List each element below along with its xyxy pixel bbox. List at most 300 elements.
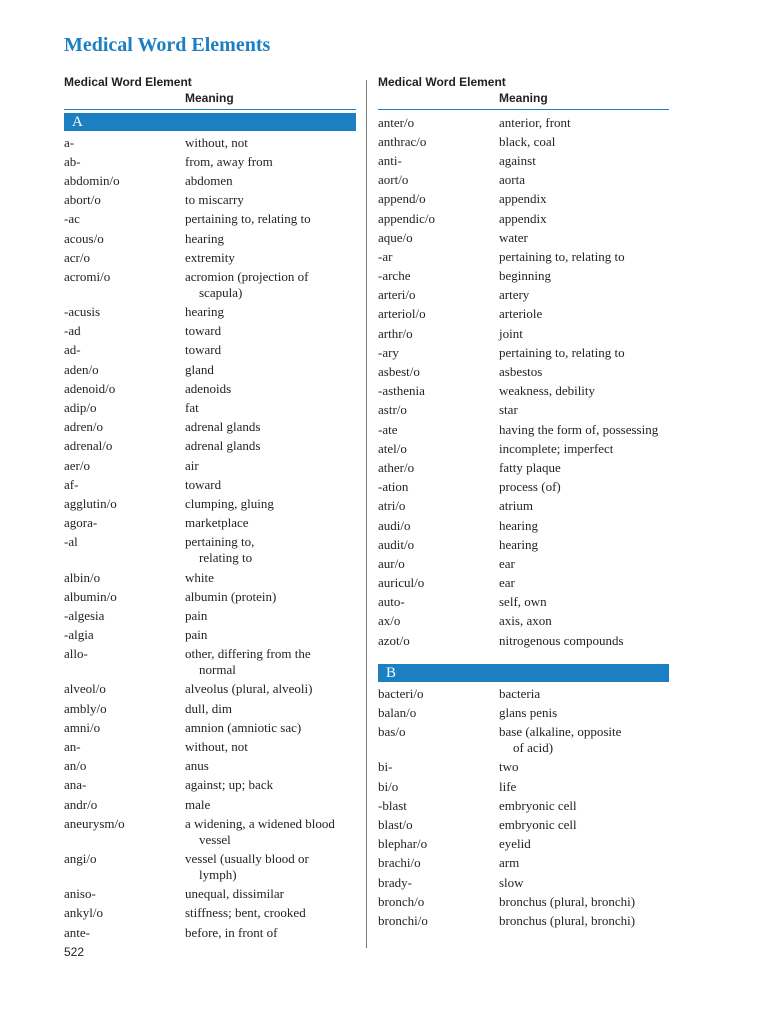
word-element: alveol/o: [64, 681, 106, 697]
term-row: [64, 248, 356, 267]
meaning-text: gland: [185, 361, 214, 377]
term-row: [378, 478, 669, 497]
right-column: [378, 72, 669, 931]
meaning-text: extremity: [185, 249, 235, 265]
word-element: a-: [64, 134, 75, 150]
meaning: [185, 570, 356, 586]
meaning: [185, 627, 356, 643]
term-row: [64, 885, 356, 904]
term-row: [378, 703, 669, 722]
word-element: abort/o: [64, 192, 101, 208]
word-element: brachi/o: [378, 855, 421, 871]
meaning: [499, 441, 669, 457]
meaning: [499, 855, 669, 871]
word-element: -arche: [378, 268, 411, 284]
meaning-text: ear: [499, 555, 515, 571]
word-element: amni/o: [64, 719, 101, 735]
word-element: ax/o: [378, 613, 401, 629]
word-element: astr/o: [378, 402, 407, 418]
meaning-text: aorta: [499, 172, 525, 188]
header-rule: [378, 109, 669, 110]
term-row: [64, 814, 356, 849]
term-row: [378, 267, 669, 286]
term-row: [64, 475, 356, 494]
meaning-text: bacteria: [499, 685, 541, 701]
term-row: [64, 626, 356, 645]
meaning-text: pertaining to, relating to: [499, 248, 625, 264]
word-element: acous/o: [64, 230, 104, 246]
meaning-text: joint: [499, 325, 523, 341]
meaning: [499, 575, 669, 591]
meaning: [185, 816, 356, 848]
column-divider: [366, 80, 367, 948]
meaning: [499, 153, 669, 169]
meaning-continuation: of acid): [513, 740, 554, 756]
meaning: [499, 686, 669, 702]
word-element: angi/o: [64, 850, 97, 866]
meaning-text: weakness, debility: [499, 383, 596, 399]
meaning: [499, 172, 669, 188]
meaning: [185, 797, 356, 813]
meaning: [185, 458, 356, 474]
term-row: [378, 382, 669, 401]
meaning: [185, 720, 356, 736]
term-row: [64, 379, 356, 398]
meaning-continuation: relating to: [199, 550, 253, 566]
meaning: [185, 608, 356, 624]
term-row: [378, 286, 669, 305]
word-element: -blast: [378, 797, 407, 813]
term-row: [378, 190, 669, 209]
word-element: adenoid/o: [64, 380, 116, 396]
word-element: audi/o: [378, 517, 411, 533]
meaning: [499, 594, 669, 610]
term-row: [378, 554, 669, 573]
meaning-continuation: normal: [199, 662, 236, 678]
word-element: ante-: [64, 924, 90, 940]
meaning-text: slow: [499, 874, 524, 890]
page-title: Medical Word Elements: [64, 34, 271, 56]
meaning: [499, 836, 669, 852]
word-element: -ation: [378, 479, 409, 495]
term-row: [64, 152, 356, 171]
term-row: [64, 645, 356, 680]
meaning-text: self, own: [499, 594, 547, 610]
column-header: [64, 72, 356, 110]
meaning: [185, 381, 356, 397]
term-row: [64, 568, 356, 587]
meaning-text: hearing: [499, 517, 538, 533]
meaning: [185, 269, 356, 301]
meaning: [185, 905, 356, 921]
word-element: anti-: [378, 152, 402, 168]
meaning: [499, 326, 669, 342]
meaning-text: adrenal glands: [185, 438, 261, 454]
term-row: [64, 606, 356, 625]
term-row: [378, 574, 669, 593]
meaning-text: pertaining to, relating to: [185, 211, 311, 227]
word-element: atel/o: [378, 440, 407, 456]
term-row: [378, 796, 669, 815]
word-element: bas/o: [378, 724, 406, 740]
meaning-text: adenoids: [185, 380, 232, 396]
meaning-text: fat: [185, 400, 199, 416]
meaning: [185, 304, 356, 320]
meaning-text: toward: [185, 323, 222, 339]
word-element: -ary: [378, 344, 399, 360]
meaning: [185, 400, 356, 416]
word-element: arthr/o: [378, 325, 413, 341]
term-row: [378, 362, 669, 381]
term-row: [378, 343, 669, 362]
meaning: [499, 705, 669, 721]
term-row: [378, 420, 669, 439]
meaning-text: pertaining to,: [185, 534, 255, 550]
term-row: [64, 191, 356, 210]
term-row: [378, 535, 669, 554]
meaning-text: pain: [185, 607, 208, 623]
word-element: aur/o: [378, 555, 405, 571]
term-row: [378, 516, 669, 535]
word-element: -asthenia: [378, 383, 425, 399]
word-element: -ac: [64, 211, 80, 227]
meaning-text: to miscarry: [185, 192, 244, 208]
meaning-text: appendix: [499, 191, 547, 207]
word-element: an/o: [64, 758, 87, 774]
meaning-text: vessel (usually blood or: [185, 850, 309, 866]
word-element: atri/o: [378, 498, 406, 514]
word-element: aort/o: [378, 172, 409, 188]
term-row: [378, 458, 669, 477]
meaning: [499, 875, 669, 891]
term-row: [378, 723, 669, 758]
word-element: appendic/o: [378, 210, 436, 226]
meaning: [499, 230, 669, 246]
meaning: [499, 498, 669, 514]
meaning-text: air: [185, 457, 199, 473]
meaning-text: artery: [499, 287, 530, 303]
word-element: -algesia: [64, 607, 105, 623]
meaning-text: arm: [499, 855, 520, 871]
word-element: auricul/o: [378, 575, 425, 591]
meaning: [185, 135, 356, 151]
meaning: [185, 777, 356, 793]
term-row: [64, 776, 356, 795]
meaning: [185, 589, 356, 605]
meaning: [185, 534, 356, 566]
word-element: anthrac/o: [378, 133, 427, 149]
meaning: [499, 422, 669, 438]
term-row: [64, 514, 356, 533]
meaning: [185, 231, 356, 247]
meaning: [499, 402, 669, 418]
meaning: [499, 894, 669, 910]
term-row: [378, 892, 669, 911]
word-element: agglutin/o: [64, 495, 117, 511]
meaning-text: ear: [499, 575, 515, 591]
meaning: [185, 739, 356, 755]
term-row: [64, 398, 356, 417]
term-row: [378, 132, 669, 151]
meaning-text: alveolus (plural, alveoli): [185, 681, 313, 697]
meaning: [185, 496, 356, 512]
word-element: blast/o: [378, 816, 413, 832]
section-letter-b: B: [378, 664, 669, 682]
term-row: [64, 229, 356, 248]
word-element: -acusis: [64, 304, 101, 320]
word-element: adip/o: [64, 400, 97, 416]
term-row: [378, 228, 669, 247]
meaning: [499, 724, 669, 756]
meaning: [185, 758, 356, 774]
meaning: [185, 515, 356, 531]
term-row: [378, 497, 669, 516]
word-element: azot/o: [378, 632, 410, 648]
meaning-text: without, not: [185, 739, 248, 755]
term-row: [378, 854, 669, 873]
meaning-text: embryonic cell: [499, 797, 577, 813]
term-row: [378, 401, 669, 420]
word-element: aque/o: [378, 229, 413, 245]
word-element: bi-: [378, 759, 393, 775]
meaning: [185, 154, 356, 170]
meaning-text: against; up; back: [185, 777, 274, 793]
meaning-text: hearing: [185, 304, 224, 320]
term-row: [64, 680, 356, 699]
meaning: [499, 518, 669, 534]
word-element: ad-: [64, 342, 81, 358]
word-element: aneurysm/o: [64, 815, 125, 831]
term-row: [64, 757, 356, 776]
meaning: [185, 701, 356, 717]
word-element: acr/o: [64, 249, 90, 265]
meaning-text: hearing: [499, 536, 538, 552]
meaning-text: pain: [185, 627, 208, 643]
word-element: anter/o: [378, 114, 415, 130]
meaning-text: pertaining to, relating to: [499, 344, 625, 360]
word-element: bronch/o: [378, 893, 425, 909]
word-element: abdomin/o: [64, 172, 120, 188]
meaning: [185, 681, 356, 697]
term-row: [64, 718, 356, 737]
word-element: allo-: [64, 646, 88, 662]
page-number: 522: [64, 945, 85, 959]
meaning: [499, 479, 669, 495]
term-row: [378, 113, 669, 132]
term-row: [378, 835, 669, 854]
term-row: [378, 873, 669, 892]
meaning-text: embryonic cell: [499, 816, 577, 832]
meaning-text: toward: [185, 342, 222, 358]
meaning-text: dull, dim: [185, 700, 232, 716]
meaning: [185, 342, 356, 358]
meaning: [185, 925, 356, 941]
meaning: [499, 633, 669, 649]
term-row: [378, 593, 669, 612]
meaning-text: arteriole: [499, 306, 543, 322]
meaning-text: unequal, dissimilar: [185, 886, 284, 902]
meaning: [499, 306, 669, 322]
meaning: [499, 556, 669, 572]
meaning-continuation: vessel: [199, 831, 231, 847]
meaning-continuation: lymph): [199, 866, 237, 882]
meaning-text: without, not: [185, 134, 248, 150]
term-row: [64, 341, 356, 360]
meaning: [499, 798, 669, 814]
meaning-text: anterior, front: [499, 114, 571, 130]
meaning-text: toward: [185, 476, 222, 492]
meaning-text: life: [499, 778, 517, 794]
word-element: -ar: [378, 248, 393, 264]
meaning-text: axis, axon: [499, 613, 552, 629]
term-row: [378, 911, 669, 930]
meaning: [185, 173, 356, 189]
meaning: [499, 191, 669, 207]
meaning-text: glans penis: [499, 705, 558, 721]
meaning-text: amnion (amniotic sac): [185, 719, 302, 735]
term-list: [378, 684, 669, 930]
term-row: [64, 360, 356, 379]
meaning-text: eyelid: [499, 836, 531, 852]
term-row: [378, 631, 669, 650]
meaning: [185, 323, 356, 339]
left-column: [64, 72, 356, 942]
meaning: [499, 287, 669, 303]
term-row: [64, 456, 356, 475]
meaning: [499, 249, 669, 265]
word-element: -ate: [378, 421, 398, 437]
meaning-text: appendix: [499, 210, 547, 226]
word-element: brady-: [378, 874, 412, 890]
term-row: [378, 247, 669, 266]
meaning-text: adrenal glands: [185, 419, 261, 435]
term-row: [64, 699, 356, 718]
term-row: [378, 684, 669, 703]
term-row: [64, 737, 356, 756]
meaning: [499, 613, 669, 629]
term-row: [64, 303, 356, 322]
meaning-text: marketplace: [185, 515, 249, 531]
meaning-continuation: scapula): [199, 284, 243, 300]
meaning-text: stiffness; bent, crooked: [185, 905, 306, 921]
meaning: [185, 419, 356, 435]
meaning-text: water: [499, 229, 528, 245]
meaning-text: abdomen: [185, 172, 233, 188]
term-list: [378, 113, 669, 650]
meaning-text: other, differing from the: [185, 646, 311, 662]
meaning-text: atrium: [499, 498, 533, 514]
meaning-text: nitrogenous compounds: [499, 632, 624, 648]
term-row: [378, 171, 669, 190]
element-header: Medical Word Element: [378, 75, 506, 89]
meaning: [185, 646, 356, 678]
word-element: balan/o: [378, 705, 417, 721]
meaning: [499, 115, 669, 131]
meaning: [499, 759, 669, 775]
word-element: ather/o: [378, 459, 415, 475]
meaning-text: having the form of, possessing: [499, 421, 659, 437]
meaning-text: asbestos: [499, 364, 543, 380]
word-element: agora-: [64, 515, 98, 531]
word-element: albumin/o: [64, 588, 117, 604]
word-element: adrenal/o: [64, 438, 113, 454]
meaning-text: a widening, a widened blood: [185, 815, 335, 831]
meaning: [499, 460, 669, 476]
word-element: arteriol/o: [378, 306, 426, 322]
word-element: -algia: [64, 627, 94, 643]
term-row: [378, 209, 669, 228]
word-element: an-: [64, 739, 81, 755]
column-header: [378, 72, 669, 110]
word-element: ambly/o: [64, 700, 107, 716]
meaning: [185, 886, 356, 902]
meaning: [499, 211, 669, 227]
term-row: [64, 904, 356, 923]
word-element: aden/o: [64, 361, 99, 377]
term-row: [64, 210, 356, 229]
meaning: [499, 134, 669, 150]
word-element: asbest/o: [378, 364, 420, 380]
term-row: [64, 849, 356, 884]
word-element: af-: [64, 476, 79, 492]
meaning: [185, 438, 356, 454]
word-element: -al: [64, 534, 78, 550]
word-element: arteri/o: [378, 287, 416, 303]
term-row: [64, 133, 356, 152]
meaning-text: incomplete; imperfect: [499, 440, 614, 456]
word-element: aer/o: [64, 457, 90, 473]
meaning-text: beginning: [499, 268, 551, 284]
meaning: [185, 211, 356, 227]
meaning: [185, 362, 356, 378]
word-element: bronchi/o: [378, 912, 428, 928]
word-element: aniso-: [64, 886, 96, 902]
word-element: audit/o: [378, 536, 415, 552]
meaning-header: Meaning: [185, 91, 234, 105]
word-element: adren/o: [64, 419, 103, 435]
term-row: [64, 795, 356, 814]
term-row: [378, 305, 669, 324]
word-element: andr/o: [64, 796, 98, 812]
element-header: Medical Word Element: [64, 75, 192, 89]
word-element: append/o: [378, 191, 426, 207]
meaning-text: bronchus (plural, bronchi): [499, 893, 636, 909]
meaning: [499, 817, 669, 833]
term-row: [64, 923, 356, 942]
meaning-text: fatty plaque: [499, 459, 561, 475]
meaning-text: two: [499, 759, 519, 775]
word-element: bi/o: [378, 778, 399, 794]
term-row: [64, 171, 356, 190]
term-list: [64, 133, 356, 942]
meaning-text: albumin (protein): [185, 588, 277, 604]
term-row: [378, 777, 669, 796]
meaning-text: hearing: [185, 230, 224, 246]
word-element: -ad: [64, 323, 81, 339]
meaning-text: against: [499, 152, 536, 168]
meaning: [499, 268, 669, 284]
meaning: [185, 192, 356, 208]
word-element: auto-: [378, 594, 405, 610]
term-row: [378, 815, 669, 834]
term-row: [64, 437, 356, 456]
term-row: [64, 533, 356, 568]
meaning: [499, 913, 669, 929]
meaning-text: from, away from: [185, 153, 273, 169]
word-element: acromi/o: [64, 268, 111, 284]
header-rule: [64, 109, 356, 110]
meaning-text: star: [499, 402, 518, 418]
